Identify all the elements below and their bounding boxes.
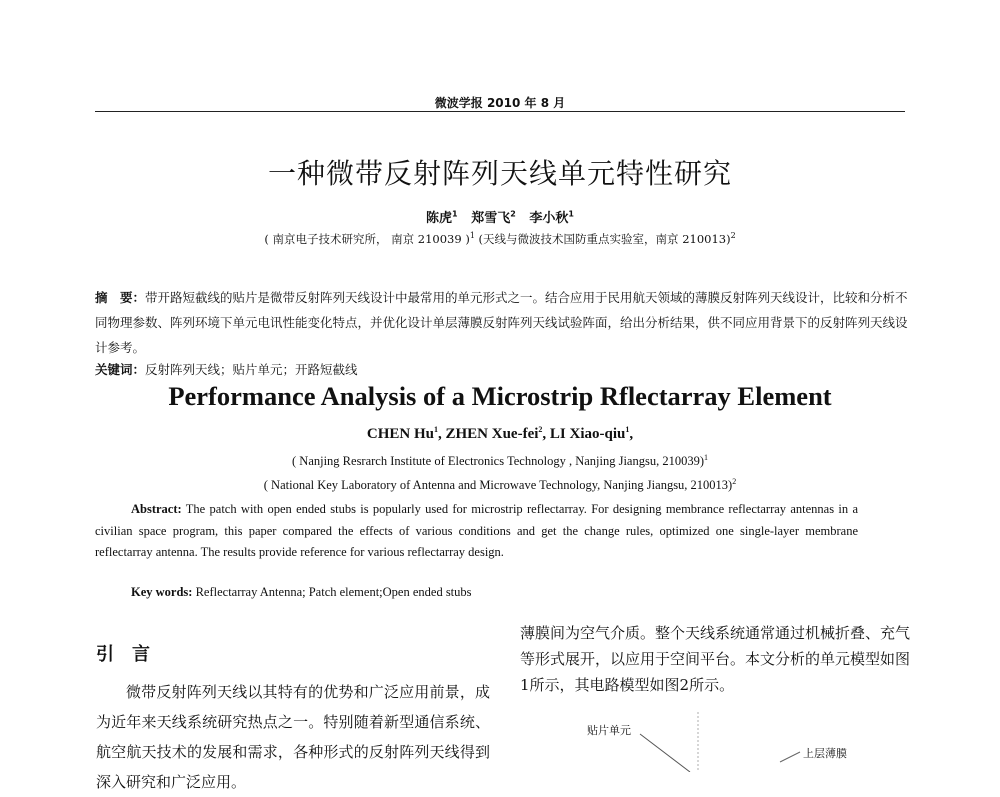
section-heading: 引言 <box>96 644 168 665</box>
author-name: 郑雪飞 <box>471 211 511 226</box>
author-name: ZHEN Xue-fei <box>445 426 539 442</box>
author-sup: 1 <box>625 425 630 434</box>
affiliation-line: ( National Key Laboratory of Antenna and Microwave Technology, Nanjing Jiangsu, 210013) <box>263 478 733 492</box>
keywords-label: Key words: <box>131 585 193 599</box>
keywords-text: 反射阵列天线；贴片单元；开路短截线 <box>145 362 358 377</box>
author-name: CHEN Hu <box>366 426 434 442</box>
affiliation-sup: 1 <box>704 452 708 462</box>
author-sup: 2 <box>538 425 543 434</box>
abstract-label: Abstract: <box>131 502 182 516</box>
affiliation-part: (天线与微波技术国防重点实验室，南京 210013) <box>474 232 731 246</box>
author-sup: 1 <box>433 425 438 434</box>
affiliation-english-1 <box>0 454 1000 469</box>
figure-label-membrane: 上层薄膜 <box>803 747 847 760</box>
figure-membrane-line <box>780 752 800 762</box>
keywords-label: 关键词： <box>95 362 146 377</box>
body-text-right: 薄膜间为空气介质。整个天线系统通常通过机械折叠、充气等形式展开，以应用于空间平台。本文分析的单元模型如图1所示，其电路模型如图2所示。 <box>520 624 911 694</box>
keywords-chinese <box>95 360 910 378</box>
abstract-text: The patch with open ended stubs is popularly used for microstrip reflectarray. For designing membrance reflectarray antennas in a civilian space program, this paper compared the effects of various conditions and get the change rules, optimized one single-layer membrane reflectarray antenna. The results provide reference for various reflectarray design. <box>95 502 858 559</box>
header-rule <box>95 111 905 112</box>
figure-leader-line <box>640 734 690 772</box>
author-sup: 1 <box>452 209 458 219</box>
keywords-text: Reflectarray Antenna; Patch element;Open ended stubs <box>192 585 472 599</box>
abstract-label: 摘 要： <box>95 290 146 305</box>
authors-english: CHEN Hu$^1$, ZHEN Xue-fei$^2$, LI Xiao-qiu$^1$, <box>366 425 634 442</box>
affiliation-sup: 1 <box>469 231 475 241</box>
title-chinese: 一种微带反射阵列天线单元特性研究 <box>267 157 732 190</box>
body-text-left: 微带反射阵列天线以其特有的优势和广泛应用前景，成为近年来天线系统研究热点之一。特别随着新型通信系统、航空航天技术的发展和需求，各种形式的反射阵列天线得到深入研究和广泛应用。 <box>96 683 490 791</box>
affiliation-part: ( 南京电子技术研究所， 南京 210039 ) <box>264 232 470 246</box>
journal-header: 微波学报 2010 年 8 月 <box>434 96 566 110</box>
affiliation-line: ( Nanjing Resrarch Institute of Electronics Technology , Nanjing Jiangsu, 210039) <box>292 454 704 468</box>
author-name: LI Xiao-qiu <box>549 426 626 442</box>
title-english: Performance Analysis of a Microstrip Rflectarray Element <box>168 381 832 411</box>
author-name: 李小秋 <box>529 211 569 226</box>
figure-label-patch: 贴片单元 <box>587 724 631 737</box>
author-sup: 2 <box>510 209 516 219</box>
authors-chinese <box>0 207 1000 226</box>
affiliation-english-2 <box>0 478 1000 493</box>
affiliation-chinese <box>0 231 1000 247</box>
abstract-english <box>95 499 858 564</box>
figure-diagram <box>520 712 910 772</box>
keywords-english <box>131 585 831 600</box>
author-sup: 1 <box>568 209 574 219</box>
affiliation-sup: 2 <box>730 231 736 241</box>
abstract-chinese <box>95 285 910 360</box>
abstract-text: 带开路短截线的贴片是微带反射阵列天线设计中最常用的单元形式之一。结合应用于民用航天领域的薄膜反射阵列天线设计，比较和分析不同物理参数、阵列环境下单元电讯性能变化特点，并优化设计单层薄膜反射阵列天线试验阵面，给出分析结果，供不同应用背景下的反射阵列天线设计参考。 <box>95 290 908 355</box>
affiliation-sup: 2 <box>732 476 737 486</box>
author-name: 陈虎 <box>426 211 453 226</box>
